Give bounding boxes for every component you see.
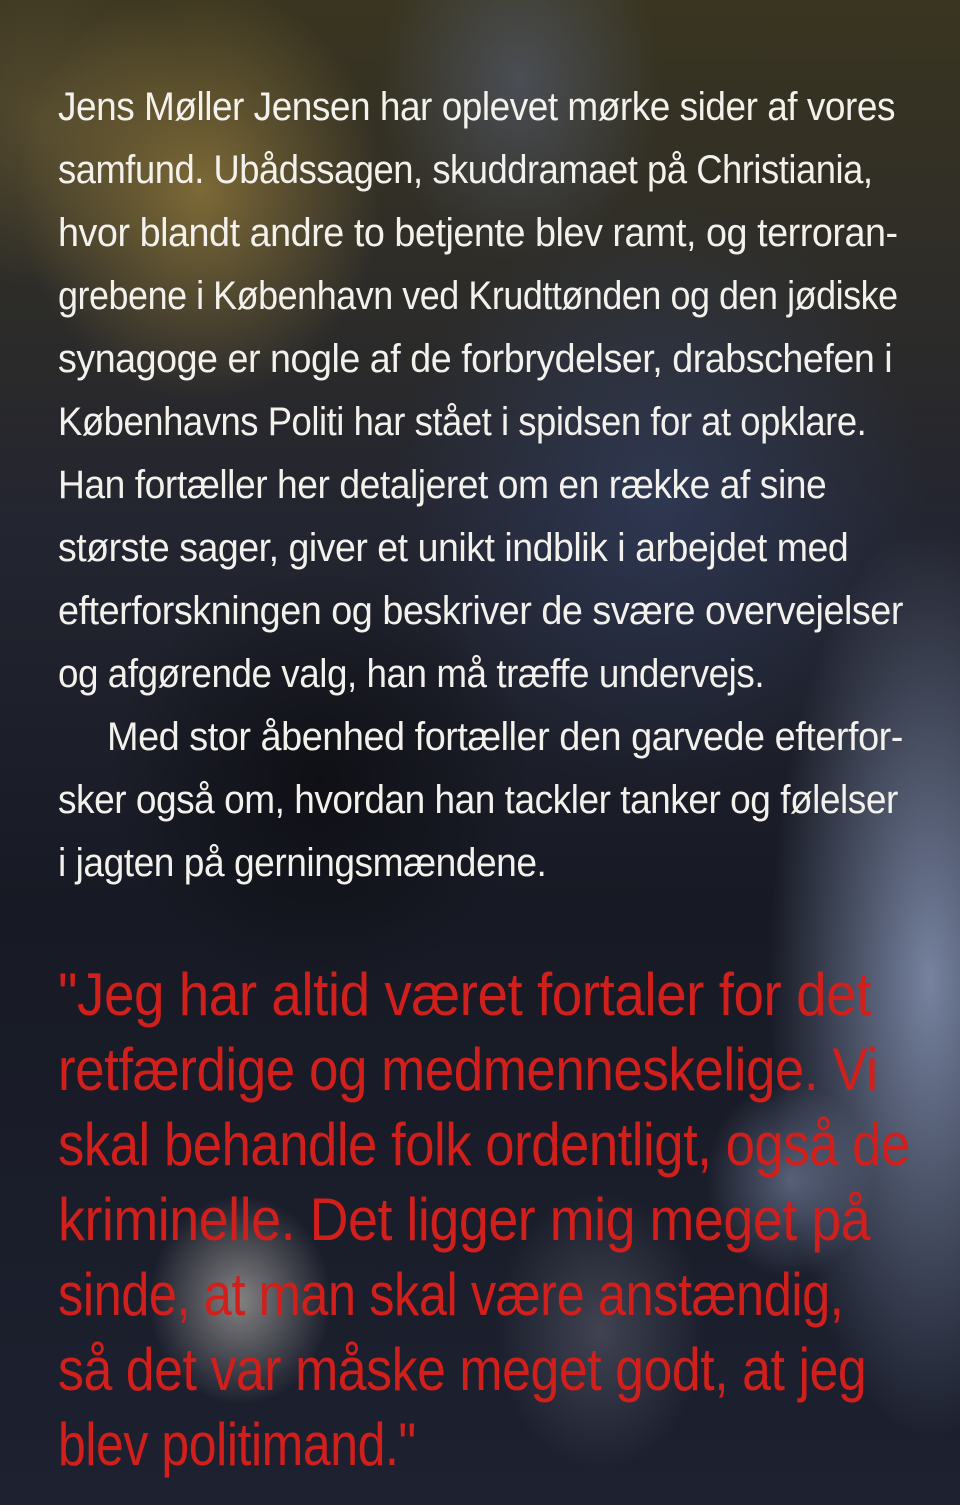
body-line: efterforskningen og beskriver de svære overvejelser (58, 589, 903, 633)
body-line: hvor blandt andre to betjente blev ramt, og terroran- (58, 211, 898, 255)
body-line: Med stor åbenhed fortæller den garvede efterfor- (107, 715, 903, 759)
body-line: grebene i København ved Krudttønden og den jødiske (58, 274, 898, 318)
quote-line: blev politimand." (58, 1411, 416, 1478)
body-line: synagoge er nogle af de forbrydelser, drabschefen i (58, 337, 893, 381)
quote-line: skal behandle folk ordentligt, også de (58, 1111, 910, 1178)
body-line: Han fortæller her detaljeret om en række af sine (58, 463, 827, 507)
body-line: Københavns Politi har stået i spidsen for at opklare. (58, 400, 867, 444)
quote-line: så det var måske meget godt, at jeg (58, 1336, 867, 1403)
body-line: sker også om, hvordan han tackler tanker og følelser (58, 778, 898, 822)
quote-line: kriminelle. Det ligger mig meget på (58, 1186, 871, 1253)
quote-line: "Jeg har altid været fortaler for det (58, 961, 871, 1028)
body-line: i jagten på gerningsmændene. (58, 841, 547, 885)
body-line: samfund. Ubådssagen, skuddramaet på Christiania, (58, 148, 873, 192)
body-line: Jens Møller Jensen har oplevet mørke sider af vores (58, 85, 895, 129)
body-line: og afgørende valg, han må træffe undervejs. (58, 652, 765, 696)
quote-line: sinde, at man skal være anstændig, (58, 1261, 844, 1328)
quote-line: retfærdige og medmenneskelige. Vi (58, 1036, 878, 1103)
body-line: største sager, giver et unikt indblik i arbejdet med (58, 526, 849, 570)
